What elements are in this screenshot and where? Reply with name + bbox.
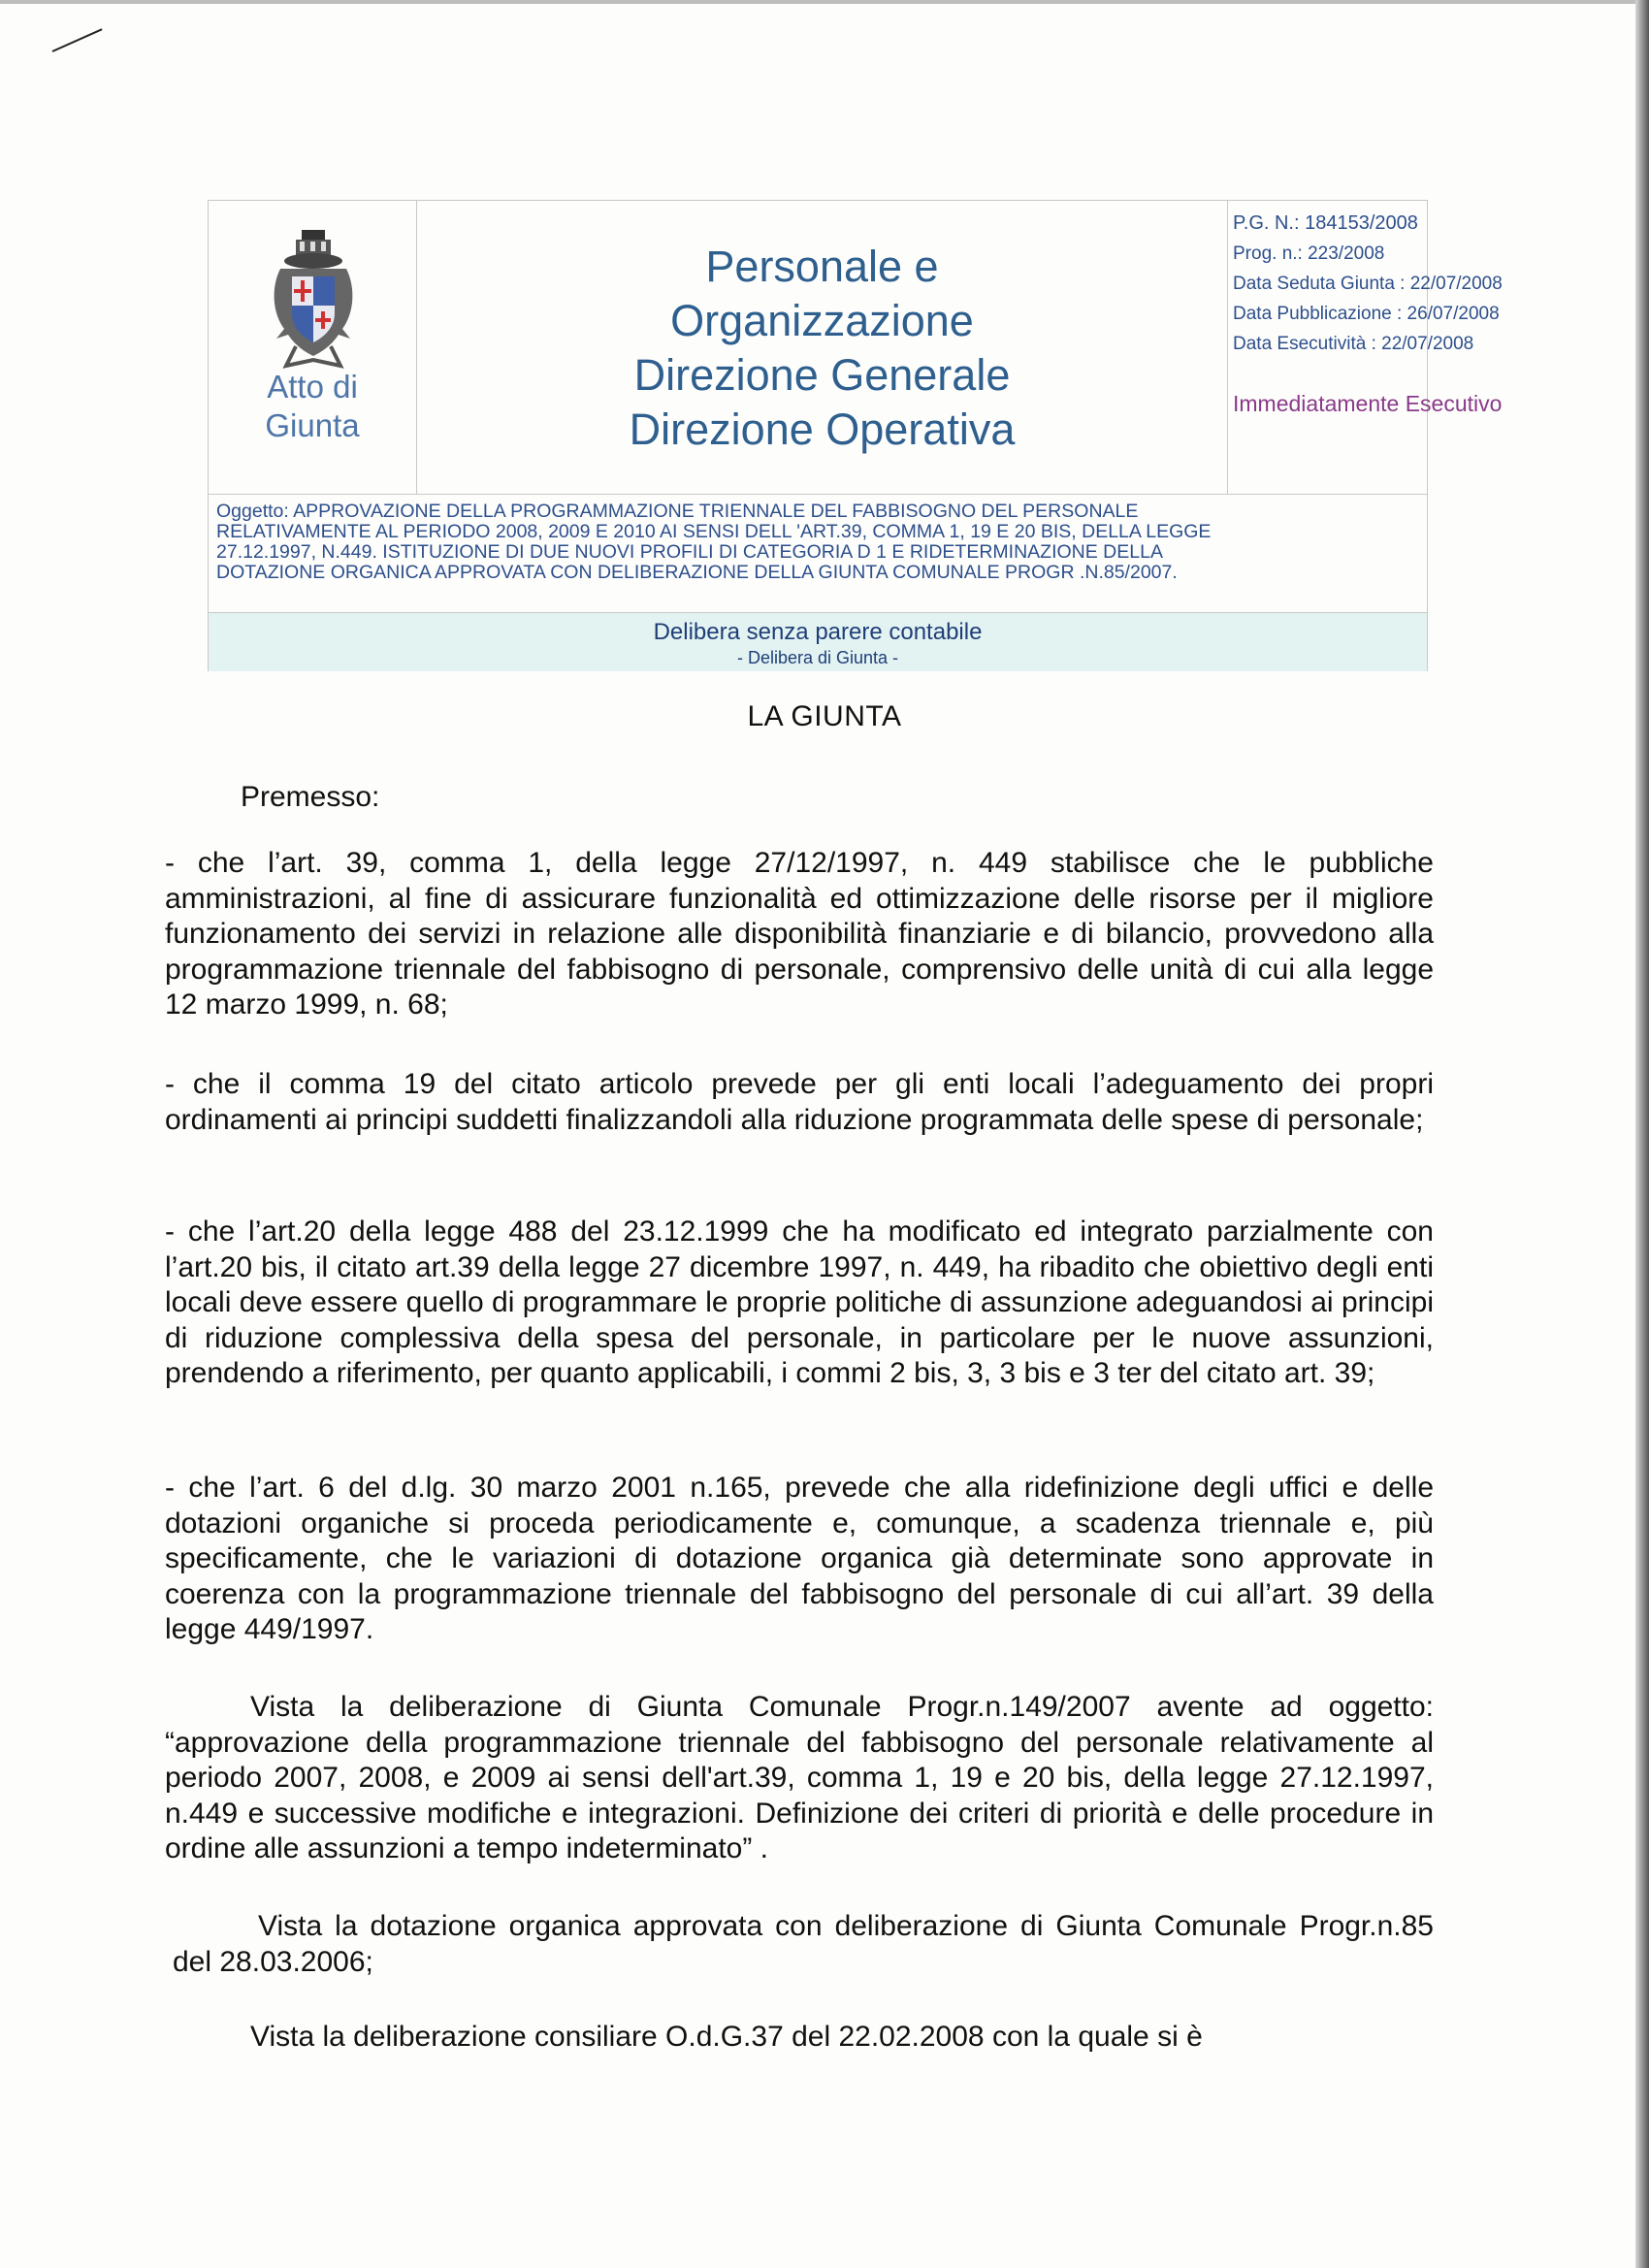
scan-edge-top xyxy=(0,0,1649,4)
data-esecutivita: Data Esecutività : 22/07/2008 xyxy=(1233,334,1474,354)
paragraph-art6: - che l’art. 6 del d.lg. 30 marzo 2001 n.165, prevede che alla ridefinizione degli uffici e delle dotazioni organiche si proceda periodicamente e, comunque, a scadenza triennale e, più specificamente, che le variazioni di dotazione organica già determinate sono approvate in coerenza con la programmazione triennale del fabbisogno del personale di cui all’art. 39 della legge 449/1997. xyxy=(165,1472,1434,1645)
data-seduta: Data Seduta Giunta : 22/07/2008 xyxy=(1233,274,1503,294)
oggetto-block xyxy=(216,502,1419,583)
pen-mark xyxy=(52,28,103,52)
atto-label xyxy=(209,368,416,445)
prog-number: Prog. n.: 223/2008 xyxy=(1233,243,1385,264)
oggetto-line-2: RELATIVAMENTE AL PERIODO 2008, 2009 E 2010 AI SENSI DELL 'ART.39, COMMA 1, 19 E 20 BIS, DELLA LEGGE xyxy=(216,521,1212,542)
header-row xyxy=(209,201,1503,495)
meta-cell xyxy=(1228,201,1503,494)
atto-line-1: Atto di xyxy=(267,369,358,405)
immediatamente-esecutivo: Immediatamente Esecutivo xyxy=(1233,391,1503,416)
heading-la-giunta: LA GIUNTA xyxy=(747,700,902,732)
pg-number: P.G. N.: 184153/2008 xyxy=(1233,212,1418,234)
paragraph-comma19: - che il comma 19 del citato articolo prevede per gli enti locali l’adeguamento dei propri ordinamenti ai principi suddetti finalizzandoli alla riduzione programmata delle spese di personale; xyxy=(165,1068,1434,1136)
title-cell xyxy=(417,201,1228,494)
scan-edge-right xyxy=(1635,0,1649,2268)
oggetto-line-1 xyxy=(216,502,1419,522)
paragraph-art39: - che l’art. 39, comma 1, della legge 27/12/1997, n. 449 stabilisce che le pubbliche amministrazioni, al fine di assicurare funzionalità ed ottimizzazione delle risorse per il migliore funzionamento dei servizi in relazione alle disponibilità finanziarie e di bilancio, provvedono alla programmazione triennale del fabbisogno di personale, comprensivo delle unità di cui alla legge 12 marzo 1999, n. 68; xyxy=(165,847,1434,1021)
paragraph-delibera-149: Vista la deliberazione di Giunta Comunale Progr.n.149/2007 avente ad oggetto: “approvazione della programmazione triennale del fabbisogno del personale relativamente al periodo 2007, 2008, e 2009 ai sensi dell'art.39, comma 1, 19 e 20 bis, della legge 27.12.1997, n.449 e successive modifiche e integrazioni. Definizione dei criteri di priorità e delle procedure in ordine alle assunzioni a tempo indeterminato” . xyxy=(165,1691,1434,1864)
oggetto-label: Oggetto: xyxy=(216,501,294,522)
delibera-tipo: - Delibera di Giunta - xyxy=(736,648,899,667)
title-line-3: Direzione Generale xyxy=(633,350,1011,400)
document-header xyxy=(208,200,1503,671)
delibera-parere: Delibera senza parere contabile xyxy=(653,619,983,645)
paragraph-consiliare: Vista la deliberazione consiliare O.d.G.37 del 22.02.2008 con la quale si è xyxy=(250,2021,1203,2053)
oggetto-line-4: DOTAZIONE ORGANICA APPROVATA CON DELIBERAZIONE DELLA GIUNTA COMUNALE PROGR .N.85/2007. xyxy=(216,562,1178,583)
oggetto-text-1: APPROVAZIONE DELLA PROGRAMMAZIONE TRIENNALE DEL FABBISOGNO DEL PERSONALE xyxy=(293,501,1139,522)
title-line-2: Organizzazione xyxy=(670,296,974,345)
document-meta xyxy=(1233,209,1524,359)
atto-line-2: Giunta xyxy=(265,407,360,443)
title-line-1: Personale e xyxy=(705,242,939,291)
paragraph-art20: - che l’art.20 della legge 488 del 23.12.1999 che ha modificato ed integrato parzialmente con l’art.20 bis, il citato art.39 della legge 27 dicembre 1997, n. 449, ha ribadito che obiettivo degli enti locali deve essere quello di programmare le proprie politiche di assunzione adeguandosi ai principi di riduzione complessiva della spesa del personale, in particolare per le nuove assunzioni, prendendo a riferimento, per quanto applicabili, i commi 2 bis, 3, 3 bis e 3 ter del citato art. 39; xyxy=(165,1215,1434,1389)
department-title xyxy=(417,240,1227,457)
premesso-label: Premesso: xyxy=(241,781,380,813)
paragraph-dotazione: Vista la dotazione organica approvata con deliberazione di Giunta Comunale Progr.n.85 del 28.03.2006; xyxy=(173,1910,1434,1978)
oggetto-line-3: 27.12.1997, N.449. ISTITUZIONE DI DUE NUOVI PROFILI DI CATEGORIA D 1 E RIDETERMINAZIONE DELLA xyxy=(216,541,1163,563)
data-pubblicazione: Data Pubblicazione : 26/07/2008 xyxy=(1233,304,1500,324)
logo-cell xyxy=(209,201,417,494)
title-line-4: Direzione Operativa xyxy=(629,405,1016,454)
delibera-band xyxy=(209,612,1427,671)
city-crest-icon xyxy=(267,230,360,375)
